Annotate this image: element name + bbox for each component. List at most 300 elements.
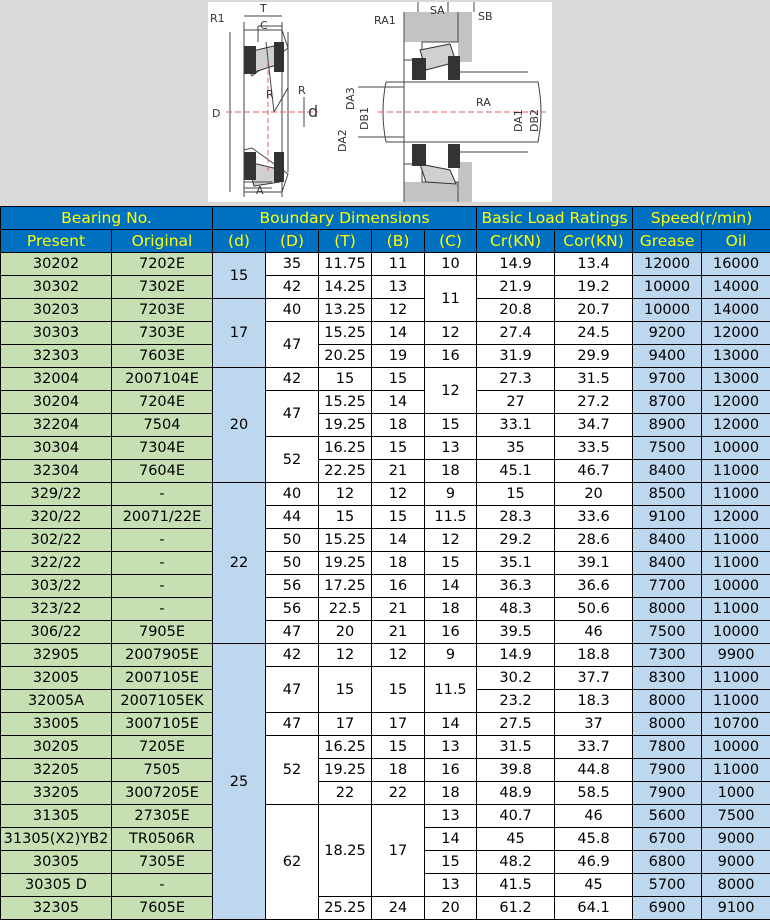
table-cell-original: 7603E	[112, 345, 213, 368]
table-cell-oil: 11000	[702, 483, 770, 506]
table-cell-b: 15	[372, 667, 425, 713]
table-cell-c: 11	[425, 276, 477, 322]
table-cell-grease: 8400	[633, 529, 702, 552]
table-cell-d: 40	[266, 299, 319, 322]
table-cell-present: 30205	[1, 736, 112, 759]
table-cell-corkn: 18.3	[555, 690, 633, 713]
table-cell-grease: 6700	[633, 828, 702, 851]
table-cell-corkn: 44.8	[555, 759, 633, 782]
table-row	[1, 598, 770, 621]
table-cell-oil: 11000	[702, 598, 770, 621]
table-cell-present: 31305(X2)YB2	[1, 828, 112, 851]
table-cell-corkn: 37	[555, 713, 633, 736]
table-cell-original: 7303E	[112, 322, 213, 345]
table-cell-oil: 10000	[702, 437, 770, 460]
table-cell-d: 44	[266, 506, 319, 529]
table-cell-original: 2007104E	[112, 368, 213, 391]
table-cell-t: 16.25	[319, 437, 372, 460]
table-cell-b: 14	[372, 391, 425, 414]
table-cell-crkn: 48.9	[477, 782, 555, 805]
table-cell-present: 32205	[1, 759, 112, 782]
table-cell-d: 50	[266, 529, 319, 552]
table-cell-corkn: 39.1	[555, 552, 633, 575]
table-cell-oil: 11000	[702, 552, 770, 575]
table-cell-crkn: 31.9	[477, 345, 555, 368]
table-cell-oil: 8000	[702, 874, 770, 897]
table-cell-b: 15	[372, 437, 425, 460]
table-cell-present: 32905	[1, 644, 112, 667]
table-cell-c: 13	[425, 437, 477, 460]
table-cell-c: 20	[425, 897, 477, 920]
table-cell-oil: 14000	[702, 299, 770, 322]
table-cell-corkn: 34.7	[555, 414, 633, 437]
group-header-row	[1, 207, 770, 230]
col-header-B: (B)	[372, 230, 425, 253]
table-cell-b: 19	[372, 345, 425, 368]
table-cell-b: 14	[372, 529, 425, 552]
column-header-row	[1, 230, 770, 253]
table-cell-crkn: 39.8	[477, 759, 555, 782]
table-row	[1, 345, 770, 368]
table-cell-t: 20.25	[319, 345, 372, 368]
table-cell-oil: 11000	[702, 460, 770, 483]
table-cell-crkn: 48.3	[477, 598, 555, 621]
table-row	[1, 736, 770, 759]
col-header-cr: Cr(KN)	[477, 230, 555, 253]
table-cell-t: 17	[319, 713, 372, 736]
table-cell-grease: 8900	[633, 414, 702, 437]
table-cell-present: 30304	[1, 437, 112, 460]
table-cell-present: 32304	[1, 460, 112, 483]
table-cell-crkn: 15	[477, 483, 555, 506]
table-cell-original: 2007105E	[112, 667, 213, 690]
label-SB: SB	[478, 10, 493, 23]
table-cell-corkn: 58.5	[555, 782, 633, 805]
table-cell-d: 40	[266, 483, 319, 506]
table-row	[1, 253, 770, 276]
table-cell-c: 14	[425, 713, 477, 736]
table-cell-corkn: 36.6	[555, 575, 633, 598]
table-cell-oil: 11000	[702, 667, 770, 690]
table-cell-t: 15	[319, 667, 372, 713]
table-cell-d: 47	[266, 621, 319, 644]
table-cell-present: 302/22	[1, 529, 112, 552]
table-row	[1, 759, 770, 782]
table-cell-oil: 11000	[702, 690, 770, 713]
table-cell-b: 18	[372, 552, 425, 575]
table-cell-crkn: 36.3	[477, 575, 555, 598]
table-cell-t: 22	[319, 782, 372, 805]
table-row	[1, 368, 770, 391]
label-T: T	[260, 2, 267, 15]
col-header-grease: Grease	[633, 230, 702, 253]
table-cell-c: 13	[425, 805, 477, 828]
table-cell-grease: 8000	[633, 690, 702, 713]
table-row	[1, 667, 770, 690]
col-header-T: (T)	[319, 230, 372, 253]
table-body	[1, 253, 770, 920]
table-cell-grease: 9100	[633, 506, 702, 529]
table-cell-present: 30203	[1, 299, 112, 322]
table-cell-grease: 5700	[633, 874, 702, 897]
table-cell-original: 7204E	[112, 391, 213, 414]
table-cell-t: 20	[319, 621, 372, 644]
table-row	[1, 782, 770, 805]
table-cell-d: 47	[266, 322, 319, 368]
table-cell-d: 15	[213, 253, 266, 299]
table-cell-present: 32005A	[1, 690, 112, 713]
table-cell-present: 32303	[1, 345, 112, 368]
table-cell-d: 47	[266, 391, 319, 437]
table-cell-corkn: 28.6	[555, 529, 633, 552]
table-row	[1, 805, 770, 828]
col-header-present: Present	[1, 230, 112, 253]
table-cell-grease: 7500	[633, 437, 702, 460]
table-cell-crkn: 21.9	[477, 276, 555, 299]
table-cell-b: 14	[372, 322, 425, 345]
table-cell-b: 12	[372, 644, 425, 667]
table-cell-crkn: 31.5	[477, 736, 555, 759]
table-cell-original: 7504	[112, 414, 213, 437]
label-d: d	[308, 102, 319, 121]
table-cell-original: 2007105EK	[112, 690, 213, 713]
label-RA1: RA1	[374, 14, 396, 27]
table-cell-b: 18	[372, 759, 425, 782]
bearing-spec-table	[0, 206, 770, 920]
table-cell-grease: 7900	[633, 782, 702, 805]
label-R: R	[298, 84, 306, 97]
table-row	[1, 621, 770, 644]
label-DB2: DB2	[528, 108, 541, 132]
table-cell-d: 62	[266, 805, 319, 920]
table-row	[1, 897, 770, 920]
table-cell-c: 12	[425, 322, 477, 345]
table-cell-grease: 7800	[633, 736, 702, 759]
table-cell-oil: 9000	[702, 851, 770, 874]
col-header-cor: Cor(KN)	[555, 230, 633, 253]
table-cell-d: 52	[266, 437, 319, 483]
table-cell-c: 13	[425, 736, 477, 759]
table-cell-crkn: 61.2	[477, 897, 555, 920]
table-cell-corkn: 20.7	[555, 299, 633, 322]
table-cell-d: 42	[266, 368, 319, 391]
table-cell-t: 19.25	[319, 759, 372, 782]
table-cell-t: 12	[319, 483, 372, 506]
table-cell-oil: 12000	[702, 322, 770, 345]
table-cell-original: 3007205E	[112, 782, 213, 805]
table-cell-t: 19.25	[319, 414, 372, 437]
table-cell-grease: 9700	[633, 368, 702, 391]
table-cell-grease: 7700	[633, 575, 702, 598]
table-cell-original: -	[112, 483, 213, 506]
table-cell-grease: 7300	[633, 644, 702, 667]
table-cell-oil: 12000	[702, 391, 770, 414]
table-cell-corkn: 64.1	[555, 897, 633, 920]
table-cell-b: 16	[372, 575, 425, 598]
table-cell-b: 11	[372, 253, 425, 276]
table-cell-grease: 8000	[633, 713, 702, 736]
label-SA: SA	[430, 4, 445, 17]
table-cell-oil: 1000	[702, 782, 770, 805]
label-A: A	[256, 184, 264, 197]
table-cell-grease: 9200	[633, 322, 702, 345]
table-cell-b: 24	[372, 897, 425, 920]
table-cell-c: 14	[425, 575, 477, 598]
table-cell-crkn: 29.2	[477, 529, 555, 552]
table-cell-oil: 12000	[702, 506, 770, 529]
table-cell-corkn: 18.8	[555, 644, 633, 667]
table-cell-present: 32005	[1, 667, 112, 690]
table-cell-oil: 9900	[702, 644, 770, 667]
table-cell-b: 15	[372, 506, 425, 529]
table-cell-crkn: 27.5	[477, 713, 555, 736]
table-cell-crkn: 41.5	[477, 874, 555, 897]
table-cell-grease: 5600	[633, 805, 702, 828]
table-cell-grease: 6800	[633, 851, 702, 874]
label-RA: RA	[476, 96, 491, 109]
table-cell-original: 27305E	[112, 805, 213, 828]
table-cell-oil: 16000	[702, 253, 770, 276]
table-cell-grease: 8000	[633, 598, 702, 621]
table-cell-b: 21	[372, 598, 425, 621]
table-row	[1, 575, 770, 598]
table-cell-c: 14	[425, 828, 477, 851]
table-row	[1, 391, 770, 414]
group-header-load-ratings: Basic Load Ratings	[477, 207, 633, 230]
table-row	[1, 437, 770, 460]
table-row	[1, 483, 770, 506]
table-cell-d: 17	[213, 299, 266, 368]
label-r: R	[266, 88, 274, 101]
table-cell-t: 25.25	[319, 897, 372, 920]
table-row	[1, 276, 770, 299]
table-cell-b: 21	[372, 621, 425, 644]
table-cell-d: 56	[266, 575, 319, 598]
table-cell-corkn: 33.7	[555, 736, 633, 759]
table-cell-present: 30303	[1, 322, 112, 345]
col-header-d: (d)	[213, 230, 266, 253]
table-cell-d: 42	[266, 644, 319, 667]
table-cell-corkn: 50.6	[555, 598, 633, 621]
table-cell-t: 15.25	[319, 529, 372, 552]
table-cell-t: 17.25	[319, 575, 372, 598]
table-cell-c: 16	[425, 621, 477, 644]
table-cell-original: 7205E	[112, 736, 213, 759]
table-cell-crkn: 14.9	[477, 644, 555, 667]
table-cell-grease: 8700	[633, 391, 702, 414]
table-cell-c: 10	[425, 253, 477, 276]
table-cell-grease: 6900	[633, 897, 702, 920]
table-cell-d: 22	[213, 483, 266, 644]
col-header-C: (C)	[425, 230, 477, 253]
table-cell-c: 9	[425, 483, 477, 506]
table-cell-c: 15	[425, 414, 477, 437]
table-cell-crkn: 27	[477, 391, 555, 414]
table-cell-t: 13.25	[319, 299, 372, 322]
table-cell-grease: 10000	[633, 276, 702, 299]
table-cell-original: 7605E	[112, 897, 213, 920]
table-cell-original: -	[112, 598, 213, 621]
table-cell-original: -	[112, 529, 213, 552]
table-cell-crkn: 35.1	[477, 552, 555, 575]
table-cell-t: 22.5	[319, 598, 372, 621]
table-cell-present: 30204	[1, 391, 112, 414]
table-cell-crkn: 39.5	[477, 621, 555, 644]
table-cell-t: 16.25	[319, 736, 372, 759]
label-DA1: DA1	[512, 109, 525, 132]
table-cell-present: 33005	[1, 713, 112, 736]
table-cell-oil: 10000	[702, 621, 770, 644]
table-cell-c: 11.5	[425, 667, 477, 713]
table-cell-crkn: 45	[477, 828, 555, 851]
table-cell-oil: 12000	[702, 414, 770, 437]
table-cell-corkn: 33.6	[555, 506, 633, 529]
table-cell-d: 47	[266, 713, 319, 736]
table-cell-present: 32204	[1, 414, 112, 437]
table-cell-original: 2007905E	[112, 644, 213, 667]
table-cell-oil: 9000	[702, 828, 770, 851]
table-cell-crkn: 14.9	[477, 253, 555, 276]
table-cell-crkn: 27.3	[477, 368, 555, 391]
table-cell-crkn: 23.2	[477, 690, 555, 713]
group-header-bearing-no: Bearing No.	[1, 207, 213, 230]
table-cell-c: 12	[425, 529, 477, 552]
table-cell-original: 20071/22E	[112, 506, 213, 529]
table-cell-c: 12	[425, 368, 477, 414]
bearing-dimension-drawing	[208, 2, 552, 202]
table-cell-present: 323/22	[1, 598, 112, 621]
table-cell-original: -	[112, 552, 213, 575]
table-cell-crkn: 28.3	[477, 506, 555, 529]
table-cell-corkn: 29.9	[555, 345, 633, 368]
table-cell-oil: 9100	[702, 897, 770, 920]
table-cell-present: 30302	[1, 276, 112, 299]
table-cell-present: 303/22	[1, 575, 112, 598]
table-row	[1, 644, 770, 667]
group-header-speed: Speed(r/min)	[633, 207, 770, 230]
table-cell-b: 17	[372, 805, 425, 897]
drawing-background	[0, 0, 770, 206]
table-cell-original: 7302E	[112, 276, 213, 299]
table-cell-t: 15.25	[319, 391, 372, 414]
table-cell-oil: 13000	[702, 345, 770, 368]
table-cell-original: 3007105E	[112, 713, 213, 736]
table-cell-present: 329/22	[1, 483, 112, 506]
table-cell-present: 32305	[1, 897, 112, 920]
table-cell-d: 42	[266, 276, 319, 299]
table-cell-b: 22	[372, 782, 425, 805]
table-cell-corkn: 46.7	[555, 460, 633, 483]
label-DA3: DA3	[344, 87, 357, 110]
table-cell-original: 7604E	[112, 460, 213, 483]
table-cell-present: 30305 D	[1, 874, 112, 897]
table-cell-original: -	[112, 575, 213, 598]
table-cell-d: 35	[266, 253, 319, 276]
table-cell-crkn: 48.2	[477, 851, 555, 874]
table-cell-t: 22.25	[319, 460, 372, 483]
table-cell-corkn: 46	[555, 621, 633, 644]
table-row	[1, 322, 770, 345]
table-cell-grease: 8300	[633, 667, 702, 690]
table-row	[1, 460, 770, 483]
table-row	[1, 506, 770, 529]
table-cell-crkn: 30.2	[477, 667, 555, 690]
table-cell-grease: 10000	[633, 299, 702, 322]
table-cell-present: 32004	[1, 368, 112, 391]
table-cell-c: 13	[425, 874, 477, 897]
table-cell-oil: 10000	[702, 575, 770, 598]
table-cell-oil: 13000	[702, 368, 770, 391]
table-cell-c: 9	[425, 644, 477, 667]
table-cell-crkn: 20.8	[477, 299, 555, 322]
table-cell-d: 50	[266, 552, 319, 575]
table-cell-original: 7305E	[112, 851, 213, 874]
table-cell-oil: 10700	[702, 713, 770, 736]
table-cell-b: 12	[372, 483, 425, 506]
table-cell-oil: 10000	[702, 736, 770, 759]
table-cell-t: 18.25	[319, 805, 372, 897]
table-cell-corkn: 20	[555, 483, 633, 506]
table-cell-b: 13	[372, 276, 425, 299]
label-DB1: DB1	[358, 106, 371, 130]
table-cell-present: 320/22	[1, 506, 112, 529]
table-cell-corkn: 24.5	[555, 322, 633, 345]
table-cell-t: 11.75	[319, 253, 372, 276]
table-cell-t: 14.25	[319, 276, 372, 299]
table-cell-corkn: 37.7	[555, 667, 633, 690]
label-C: C	[260, 19, 268, 32]
table-cell-c: 18	[425, 460, 477, 483]
table-cell-original: 7202E	[112, 253, 213, 276]
table-cell-grease: 8500	[633, 483, 702, 506]
table-cell-d: 47	[266, 667, 319, 713]
table-row	[1, 529, 770, 552]
table-cell-original: 7304E	[112, 437, 213, 460]
table-cell-oil: 11000	[702, 529, 770, 552]
table-cell-d: 56	[266, 598, 319, 621]
table-cell-corkn: 31.5	[555, 368, 633, 391]
table-cell-present: 30202	[1, 253, 112, 276]
table-cell-crkn: 35	[477, 437, 555, 460]
label-D: D	[212, 107, 221, 120]
table-cell-grease: 8400	[633, 460, 702, 483]
table-cell-corkn: 45	[555, 874, 633, 897]
table-cell-grease: 8400	[633, 552, 702, 575]
table-cell-crkn: 27.4	[477, 322, 555, 345]
table-cell-grease: 7900	[633, 759, 702, 782]
table-cell-b: 21	[372, 460, 425, 483]
table-row	[1, 414, 770, 437]
table-cell-corkn: 27.2	[555, 391, 633, 414]
table-cell-b: 15	[372, 368, 425, 391]
table-cell-b: 12	[372, 299, 425, 322]
table-cell-b: 17	[372, 713, 425, 736]
table-cell-original: 7505	[112, 759, 213, 782]
label-DA2: DA2	[336, 129, 349, 152]
col-header-D: (D)	[266, 230, 319, 253]
table-cell-c: 15	[425, 552, 477, 575]
table-row	[1, 713, 770, 736]
col-header-original: Original	[112, 230, 213, 253]
table-cell-original: 7905E	[112, 621, 213, 644]
table-cell-original: TR0506R	[112, 828, 213, 851]
table-cell-b: 18	[372, 414, 425, 437]
table-cell-oil: 11000	[702, 759, 770, 782]
table-cell-t: 12	[319, 644, 372, 667]
table-cell-original: 7203E	[112, 299, 213, 322]
label-R1: R1	[210, 12, 225, 25]
table-cell-oil: 7500	[702, 805, 770, 828]
